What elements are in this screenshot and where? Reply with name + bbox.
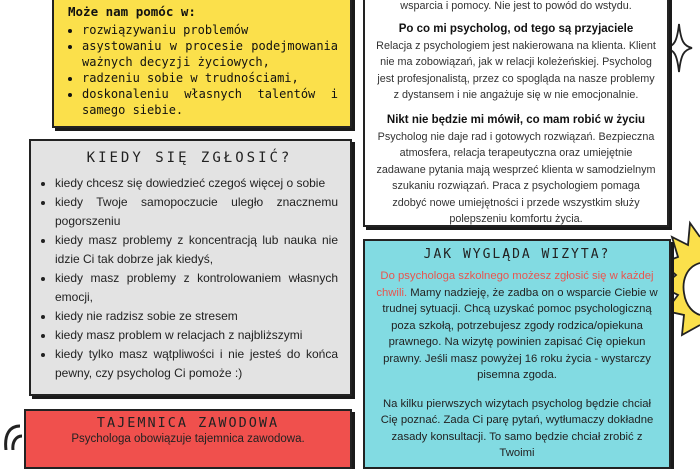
section2-title: Nikt nie będzie mi mówił, co mam robić w życiu bbox=[386, 113, 646, 126]
secret-card-title: TAJEMNICA ZAWODOWA bbox=[96, 415, 280, 431]
friends-intro: wsparcia i pomocy. Nie jest to powód do wstydu. bbox=[400, 0, 632, 12]
list-item: • kiedy masz problemy z kontrolowaniem własnych emocji, bbox=[55, 269, 338, 307]
visit-card bbox=[363, 239, 671, 469]
friends-card bbox=[363, 0, 669, 227]
list-item: • kiedy masz problem w relacjach z najbliższymi bbox=[55, 326, 338, 345]
list-item: • kiedy nie radzisz sobie ze stresem bbox=[55, 307, 338, 326]
list-item: • doskonaleniu własnych talentów i samego siebie. bbox=[82, 86, 338, 118]
list-item: • asystowaniu w procesie podejmowania ważnych decyzji życiowych, bbox=[82, 38, 338, 70]
visit-card-title: JAK WYGLĄDA WIZYTA? bbox=[423, 247, 611, 262]
visit-highlight: Do psychologa szkolnego możesz zgłosić się w każdej chwili. bbox=[376, 270, 654, 299]
help-list bbox=[68, 22, 338, 118]
list-item: • kiedy Twoje samopoczucie uległo znacznemu pogorszeniu bbox=[55, 193, 338, 231]
list-item: • rozwiązywaniu problemów bbox=[82, 22, 338, 38]
visit-paragraph2: Na kilku pierwszych wizytach psycholog będzie chciał Cię poznać. Zada Ci parę pytań, wytłumaczy dokładne zasady konsultacji. To samo będzie chciał zrobić z Twoimi bbox=[380, 397, 654, 459]
help-card-title: Może nam pomóc w: bbox=[68, 4, 196, 19]
doodle-swirl-icon bbox=[0, 420, 24, 450]
list-item: • radzeniu sobie w trudnościami, bbox=[82, 70, 338, 86]
secret-card-text: Psychologa obowiązuje tajemnica zawodowa. bbox=[71, 433, 305, 445]
visit-paragraph1 bbox=[375, 268, 659, 384]
section1-text: Relacja z psychologiem jest nakierowana na klienta. Klient nie ma zobowiązań, jak w relacji koleżeńskiej. Psycholog jest profesjonalistą, przez co spogląda na nasze problemy z dystansem i nie angażuje się w nie emocjonalnie. bbox=[376, 39, 656, 101]
list-item: • kiedy masz problemy z koncentracją lub nauka nie idzie Ci tak dobrze jak kiedyś, bbox=[55, 231, 338, 269]
when-card-title: KIEDY SIĘ ZGŁOSIĆ? bbox=[86, 150, 293, 166]
visit-paragraph1-text: Mamy nadzieję, że zadba on o wsparcie Ciebie w trudnej sytuacji. Chcą uzyskać pomoc psychologiczną poza szkołą, potrzebujesz zgody rodzica/opiekuna prawnego. Na wizytę powinien zapisać Cię opiekun prawny. Jeśli masz powyżej 16 roku życia - wystarczy pisemna zgoda. bbox=[382, 286, 658, 381]
list-item: • kiedy chcesz się dowiedzieć czegoś więcej o sobie bbox=[55, 174, 338, 193]
help-card bbox=[52, 0, 352, 128]
professional-secrecy-card bbox=[24, 409, 352, 469]
section1-title: Po co mi psycholog, od tego są przyjaciele bbox=[398, 22, 634, 35]
section2-text: Psycholog nie daje rad i gotowych rozwiązań. Bezpieczna atmosfera, relacja terapeutyczna oraz umiejętnie zadawane pytania mają wesprzeć klienta w samodzielnym szukaniu rozwiązań. Praca z psychologiem pomaga zdobyć nowe umiejętności i przede wszystkim służy polepszeniu komfortu życia. bbox=[376, 130, 656, 225]
when-to-apply-card bbox=[29, 139, 352, 396]
list-item: • kiedy tylko masz wątpliwości i nie jesteś do końca pewny, czy psycholog Ci pomoże :) bbox=[55, 345, 338, 383]
when-list bbox=[41, 174, 338, 383]
